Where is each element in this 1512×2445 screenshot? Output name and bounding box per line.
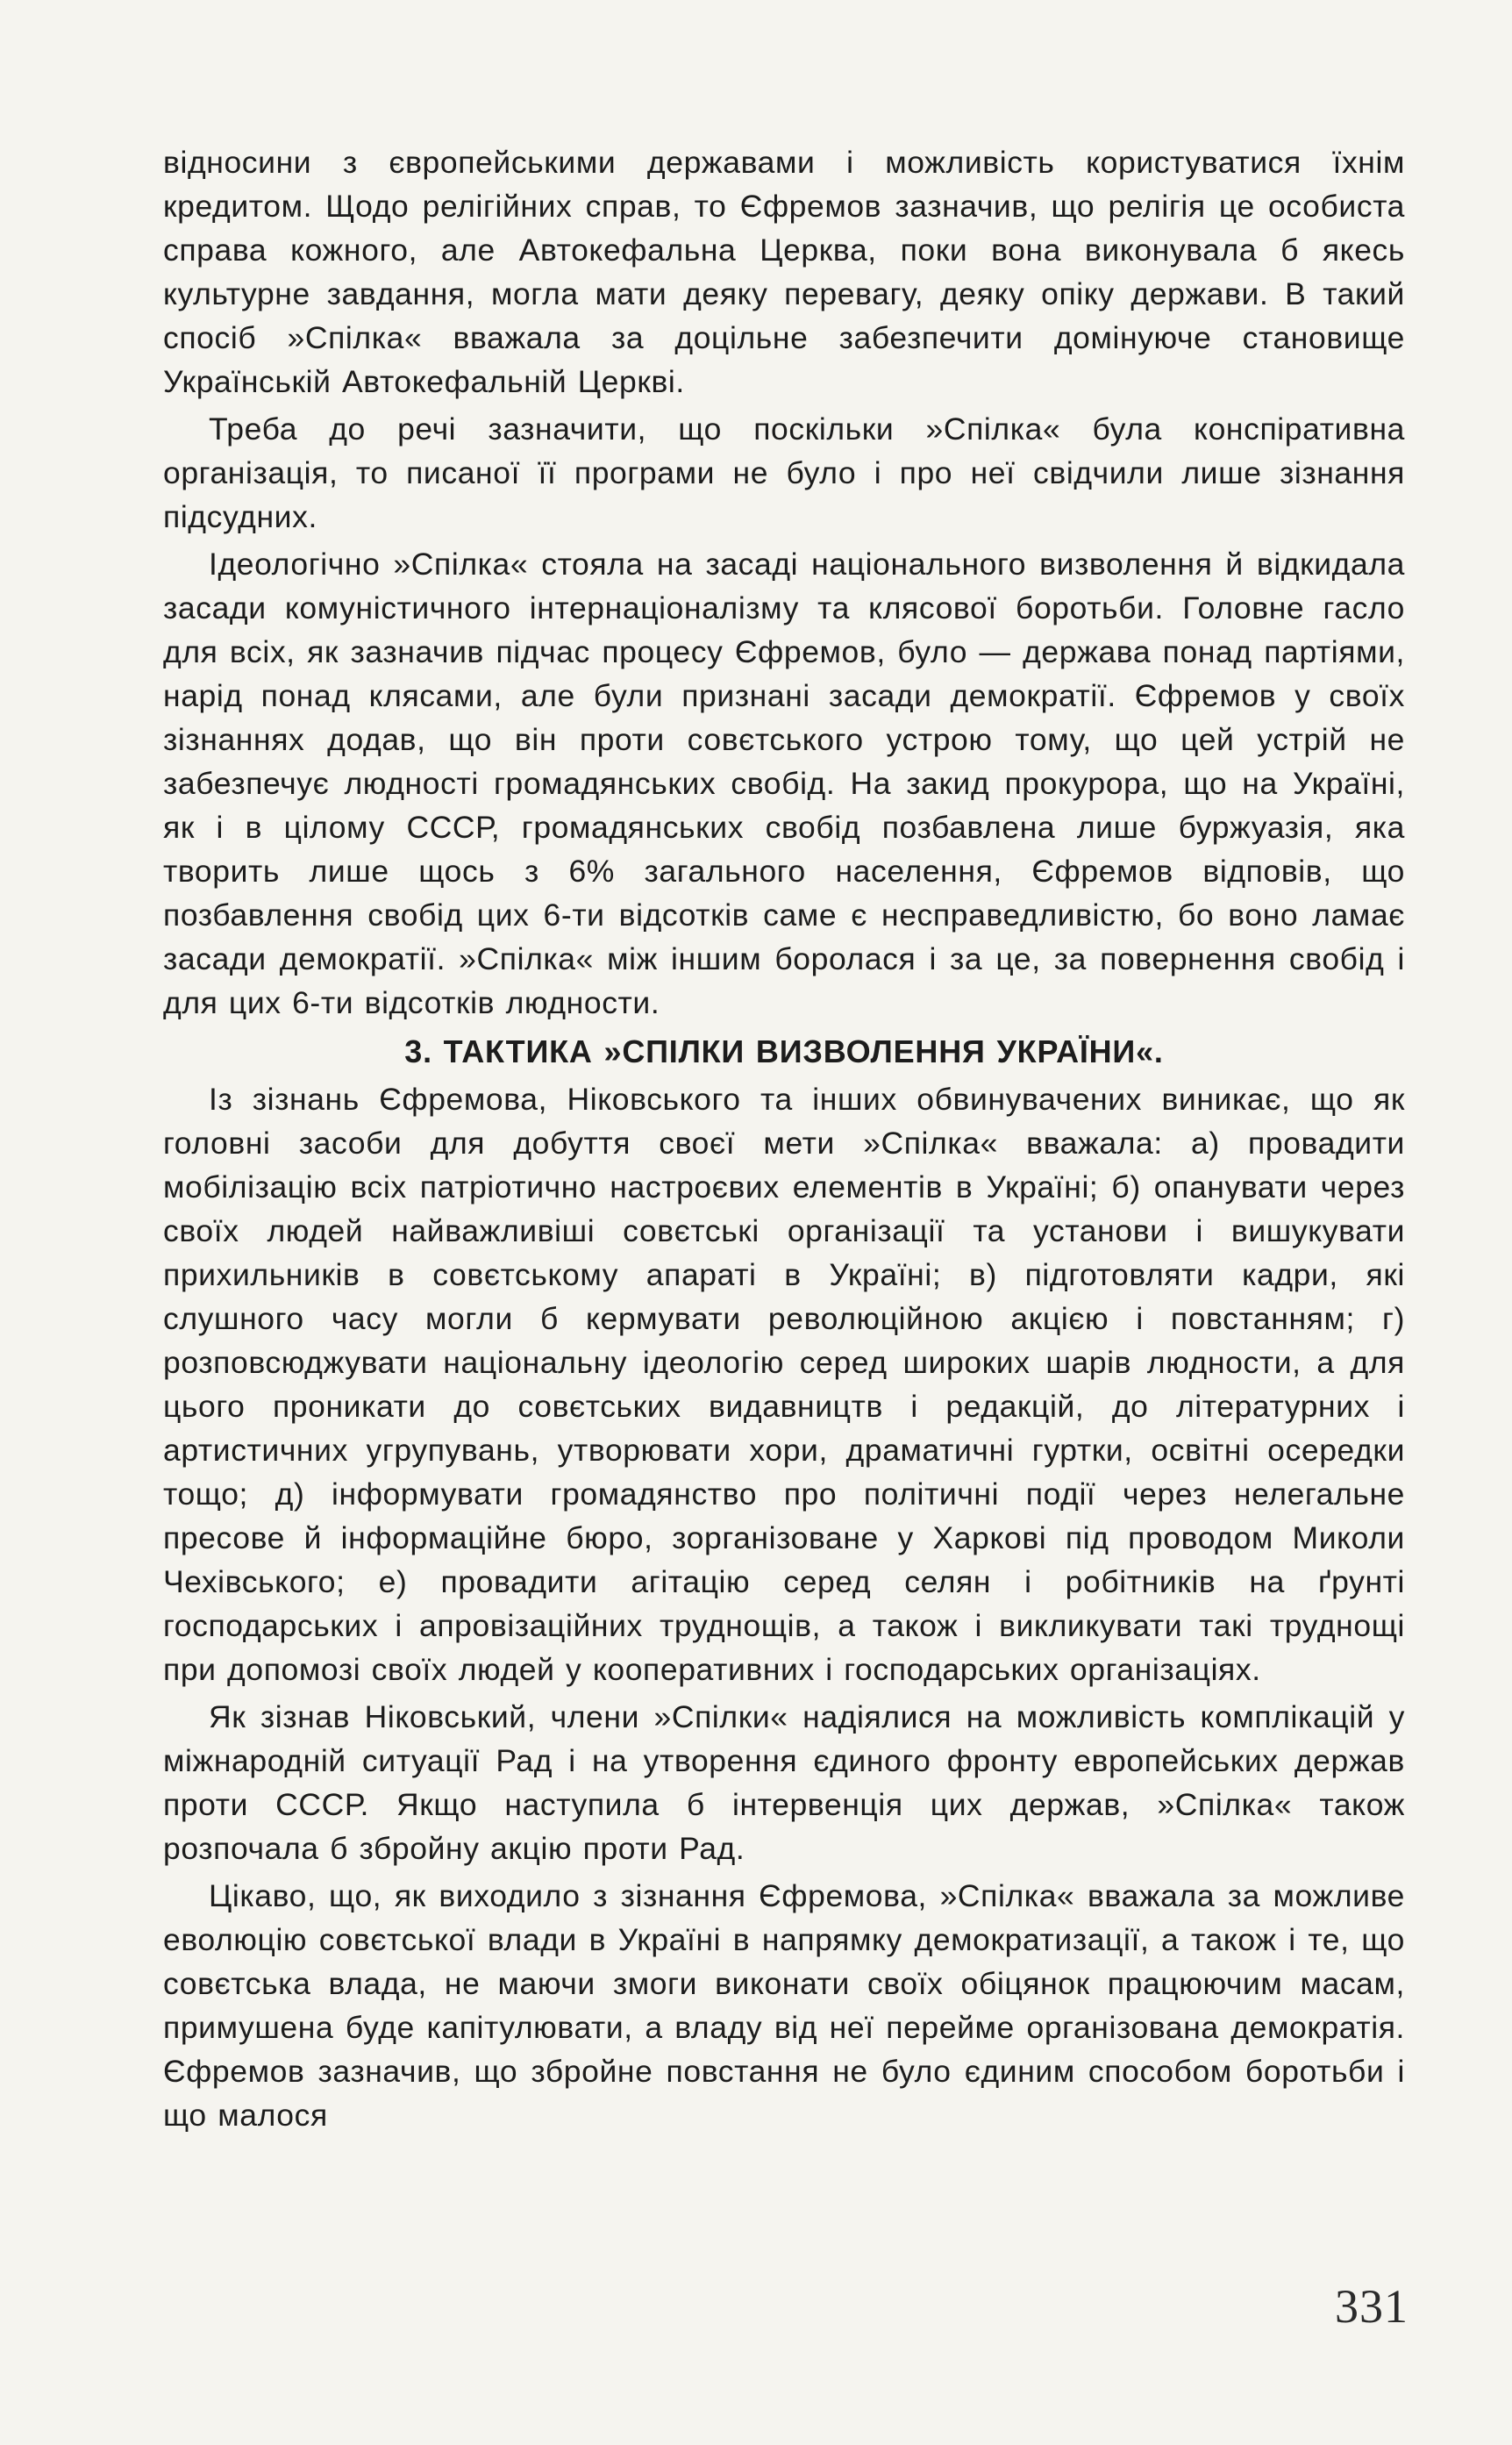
section-heading: 3. ТАКТИКА »СПІЛКИ ВИЗВОЛЕННЯ УКРАЇНИ«. — [404, 1033, 1164, 1069]
page-number: 331 — [1335, 2280, 1409, 2333]
paragraph-2: Треба до речі зазначити, що поскільки »Спілка« була конспіративна організація, то писаної її програми не було і про неї свідчили лише зізнання підсудних. — [163, 411, 1405, 534]
page-body — [163, 140, 1405, 2137]
paragraph-1: відносини з європейськими державами і можливість користуватися їхнім кредитом. Щодо релігійних справ, то Єфремов зазначив, що релігія це особиста справа кожного, але Автокефальна Церква, поки вона виконувала б якесь культурне завдання, могла мати деяку перевагу, деяку опіку держави. В такий спосіб »Спілка« вважала за доцільне забезпечити домінуюче становище Українській Автокефальній Церкві. — [163, 145, 1405, 399]
paragraph-3: Ідеологічно »Спілка« стояла на засаді національного визволення й відкидала засади комуністичного інтернаціоналізму та клясової боротьби. Головне гасло для всіх, як зазначив підчас процесу Єфремов, було — держава понад партіями, нарід понад клясами, але були признані засади демократії. Єфремов у своїх зізнаннях додав, що він проти совєтського устрою тому, що цей устрій не забезпечує людності громадянських свобід. На закид прокурора, що на Україні, як і в цілому СССР, громадянських свобід позбавлена лише буржуазія, яка творить лише щось з 6% загального населення, Єфремов відповів, що позбавлення свобід цих 6-ти відсотків саме є несправедливістю, бо воно ламає засади демократії. »Спілка« між іншим боролася і за це, за повернення свобід і для цих 6-ти відсотків людности. — [163, 547, 1405, 1020]
paragraph-5: Як зізнав Ніковський, члени »Спілки« надіялися на можливість комплікацій у міжнародній ситуації Рад і на утворення єдиного фронту европейських держав проти СССР. Якщо наступила б інтервенція цих держав, »Спілка« також розпочала б збройну акцію проти Рад. — [163, 1699, 1405, 1866]
paragraph-4: Із зізнань Єфремова, Ніковського та інших обвинувачених виникає, що як головні засоби для добуття своєї мети »Спілка« вважала: а) провадити мобілізацію всіх патріотично настроєвих елементів в Україні; б) опанувати через своїх людей найважливіші совєтські організації та установи і вишукувати прихильників в совєтському апараті в Україні; в) підготовляти кадри, які слушного часу могли б кермувати революційною акцією і повстанням; г) розповсюджувати національну ідеологію серед широких шарів людности, а для цього проникати до совєтських видавництв і редакцій, до літературних і артистичних угрупувань, утворювати хори, драматичні гуртки, освітні осередки тощо; д) інформувати громадянство про політичні події через нелегальне пресове й інформаційне бюро, зорганізоване у Харкові під проводом Миколи Чехівського; е) провадити агітацію серед селян і робітників на ґрунті господарських і апровізаційних труднощів, а також і викликувати такі труднощі при допомозі своїх людей у кооперативних і господарських організаціях. — [163, 1082, 1405, 1687]
paragraph-6: Цікаво, що, як виходило з зізнання Єфремова, »Спілка« вважала за можливе еволюцію совєтської влади в Україні в напрямку демократизації, а також і те, що совєтська влада, не маючи змоги виконати своїх обіцянок працюючим масам, примушена буде капітулювати, а владу від неї перейме організована демократія. Єфремов зазначив, що збройне повстання не було єдиним способом боротьби і що малося — [163, 1878, 1405, 2133]
